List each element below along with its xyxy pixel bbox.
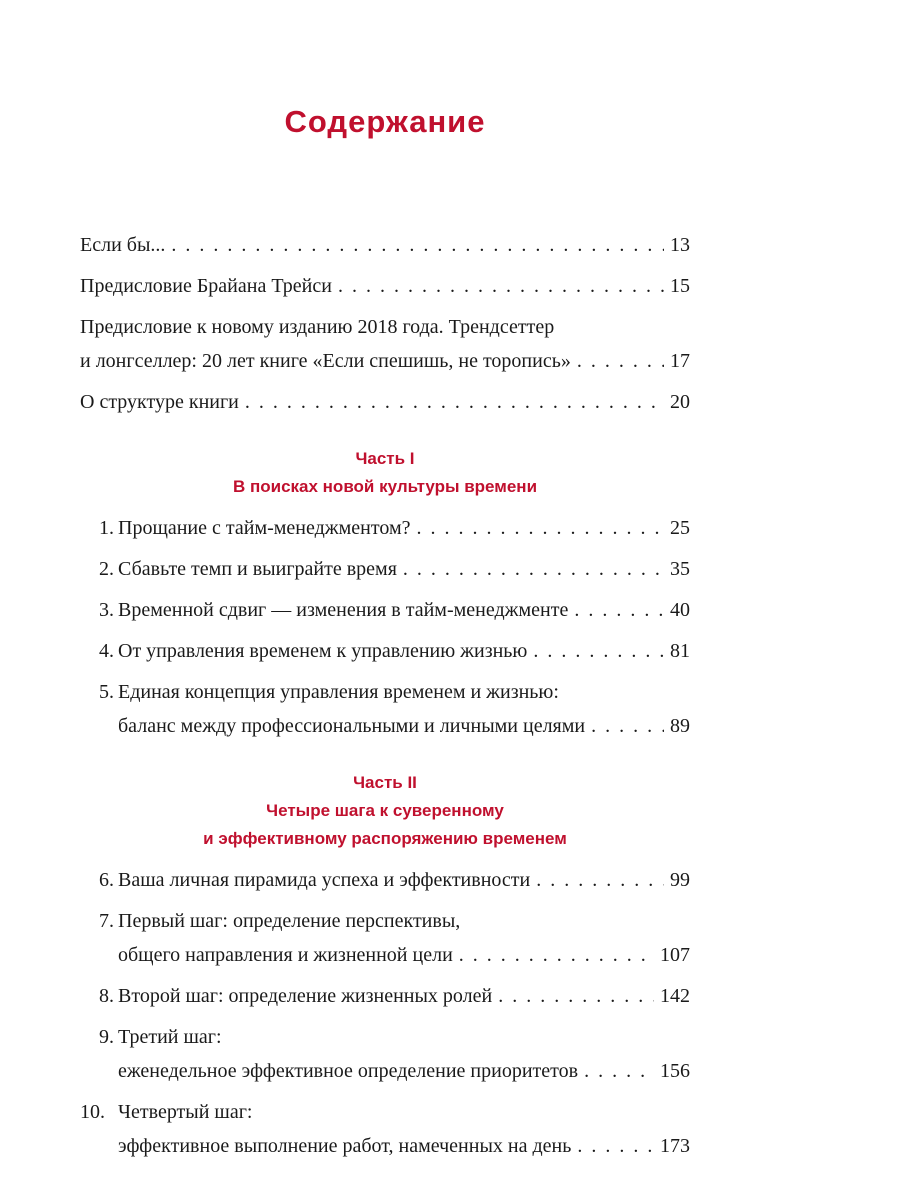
toc-entry-label: еженедельное эффективное определение приоритетов (118, 1060, 579, 1082)
toc-entry-label: и лонгселлер: 20 лет книге «Если спешишь, не торопись» (80, 350, 571, 372)
page-title: Содержание (284, 104, 486, 139)
dot-leader (403, 552, 664, 586)
toc-entry-label: Второй шаг: определение жизненных ролей (118, 985, 493, 1007)
toc-entry (80, 310, 690, 378)
toc-entry-label: Предисловие Брайана Трейси (80, 275, 332, 297)
toc-page-number: 89 (670, 715, 690, 737)
toc-entry-label: О структуре книги (80, 391, 239, 413)
dot-leader (245, 385, 664, 419)
chapter-number: 8. (99, 985, 114, 1007)
toc-entry-label-line1: Четвертый шаг: (118, 1101, 253, 1123)
toc-page-number: 13 (670, 234, 690, 256)
dot-leader (591, 709, 664, 743)
toc-entry-label: Временной сдвиг — изменения в тайм-менеджменте (118, 599, 569, 621)
toc-entry (80, 979, 690, 1013)
toc-entry-label: Сбавьте темп и выиграйте время (118, 558, 397, 580)
part-heading: Часть I (355, 449, 415, 468)
toc-entry-label-line1: Третий шаг: (118, 1026, 222, 1048)
toc-entry (80, 269, 690, 303)
toc-entry-label: Прощание с тайм-менеджментом? (118, 517, 411, 539)
toc-entry-label-line1: Первый шаг: определение перспективы, (118, 910, 461, 932)
toc-page-number: 107 (660, 944, 690, 966)
toc-page-number: 17 (670, 350, 690, 372)
dot-leader (577, 344, 664, 378)
dot-leader (574, 593, 664, 627)
part-subtitle: и эффективному распоряжению временем (203, 829, 567, 848)
toc-entry (80, 385, 690, 419)
toc-entry (80, 228, 690, 262)
toc-entry (80, 634, 690, 668)
toc-entry (80, 511, 690, 545)
toc-entry-label: общего направления и жизненной цели (118, 944, 453, 966)
chapter-number: 3. (99, 599, 114, 621)
chapter-number: 2. (99, 558, 114, 580)
part-heading: Часть II (353, 773, 417, 792)
toc-entry (80, 675, 690, 743)
toc-page-number: 25 (670, 517, 690, 539)
toc-page-number: 81 (670, 640, 690, 662)
toc-page-number: 99 (670, 869, 690, 891)
toc-entry (80, 552, 690, 586)
dot-leader (577, 1129, 654, 1163)
toc-page-number: 35 (670, 558, 690, 580)
toc-entry-label: Ваша личная пирамида успеха и эффективности (118, 869, 531, 891)
toc-page-number: 40 (670, 599, 690, 621)
toc-page-number: 20 (670, 391, 690, 413)
toc-entry-label: эффективное выполнение работ, намеченных на день (118, 1135, 572, 1157)
toc-entry-label: От управления временем к управлению жизнью (118, 640, 528, 662)
dot-leader (536, 863, 664, 897)
dot-leader (584, 1054, 654, 1088)
part-subtitle: Четыре шага к суверенному (266, 801, 504, 820)
toc-entry-label: Если бы... (80, 234, 166, 256)
chapter-number: 5. (99, 681, 114, 703)
toc-entry (80, 1020, 690, 1088)
toc-entry (80, 904, 690, 972)
dot-leader (338, 269, 664, 303)
toc-entry-label-line1: Предисловие к новому изданию 2018 года. Трендсеттер (80, 316, 555, 338)
chapter-number: 7. (99, 910, 114, 932)
chapter-number: 1. (99, 517, 114, 539)
toc-page-number: 173 (660, 1135, 690, 1157)
toc-entry-label-line1: Единая концепция управления временем и жизнью: (118, 681, 559, 703)
chapter-number: 6. (99, 869, 114, 891)
toc-page-number: 142 (660, 985, 690, 1007)
table-of-contents (80, 228, 690, 1163)
toc-page-number: 156 (660, 1060, 690, 1082)
part-subtitle: В поисках новой культуры времени (232, 477, 538, 496)
dot-leader (416, 511, 664, 545)
toc-entry-label: баланс между профессиональными и личными целями (118, 715, 586, 737)
dot-leader (498, 979, 654, 1013)
toc-page-number: 15 (670, 275, 690, 297)
dot-leader (171, 228, 664, 262)
dot-leader (459, 938, 654, 972)
toc-entry (80, 593, 690, 627)
toc-entry (80, 1095, 690, 1163)
dot-leader (533, 634, 664, 668)
chapter-number: 10. (80, 1101, 105, 1123)
chapter-number: 4. (99, 640, 114, 662)
chapter-number: 9. (99, 1026, 114, 1048)
toc-entry (80, 863, 690, 897)
